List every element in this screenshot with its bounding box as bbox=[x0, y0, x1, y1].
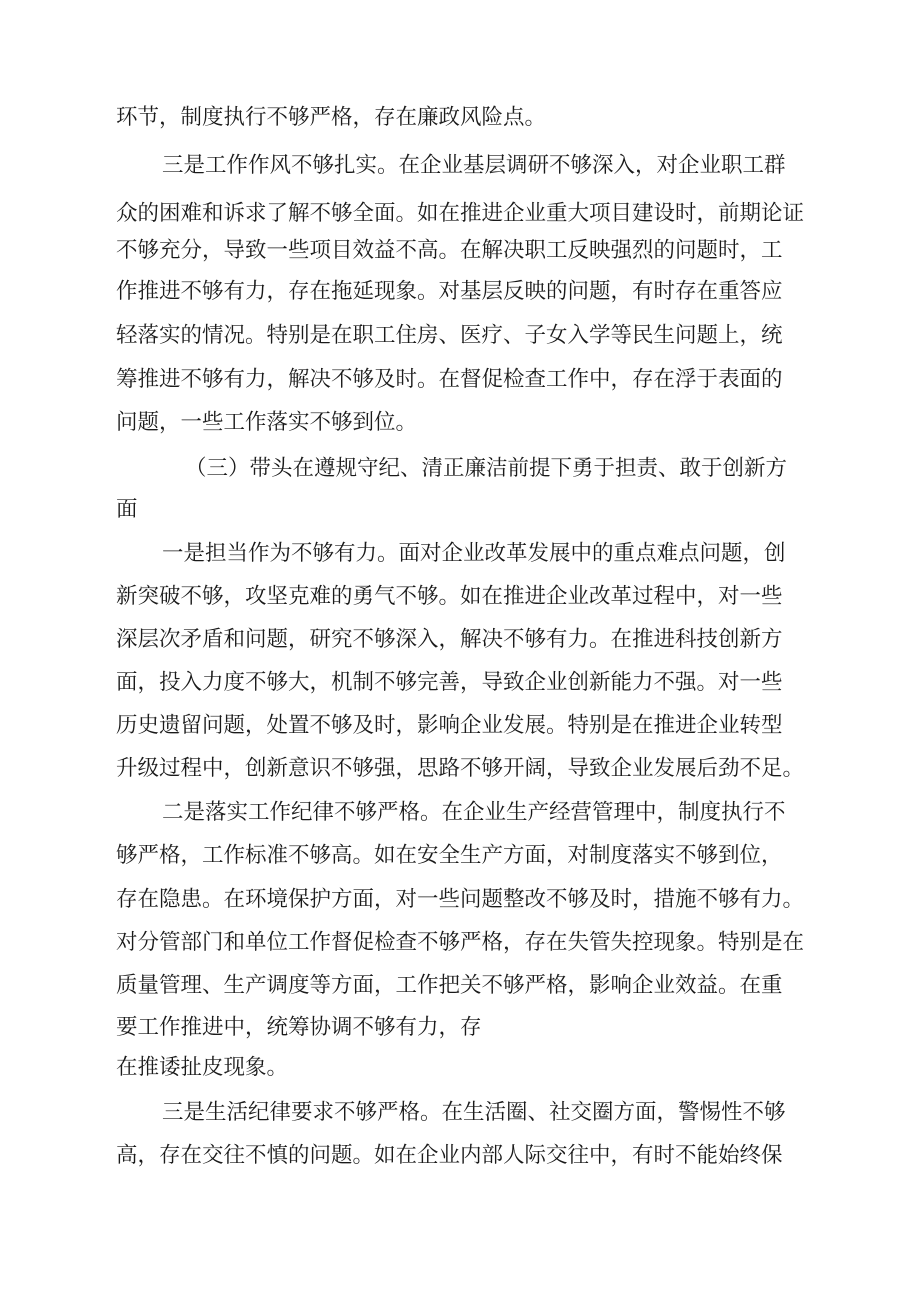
text-line: 升级过程中，创新意识不够强，思路不够开阔，导致企业发展后劲不足。 bbox=[116, 756, 805, 781]
text-line: 不够充分，导致一些项目效益不高。在解决职工反映强烈的问题时，工 bbox=[116, 238, 783, 263]
text-line: 轻落实的情况。特别是在职工住房、医疗、子女入学等民生问题上，统 bbox=[116, 323, 783, 348]
text-line: 存在隐患。在环境保护方面，对一些问题整改不够及时，措施不够有力。 bbox=[116, 887, 805, 912]
text-line: 筹推进不够有力，解决不够及时。在督促检查工作中，存在浮于表面的 bbox=[116, 367, 783, 392]
text-line: 够严格，工作标准不够高。如在安全生产方面，对制度落实不够到位， bbox=[116, 843, 783, 868]
text-line: 要工作推进中，统筹协调不够有力，存 bbox=[116, 1015, 482, 1040]
section-heading-continuation: 面 bbox=[116, 497, 138, 522]
section-heading: （三）带头在遵规守纪、清正廉洁前提下勇于担责、敢于创新方 bbox=[185, 456, 788, 481]
text-line: 面，投入力度不够大，机制不够完善，导致企业创新能力不强。对一些 bbox=[116, 670, 783, 695]
text-line: 一是担当作为不够有力。面对企业改革发展中的重点难点问题，创 bbox=[162, 541, 786, 566]
text-line: 历史遗留问题，处置不够及时，影响企业发展。特别是在推进企业转型 bbox=[116, 713, 783, 738]
text-line: 高，存在交往不慎的问题。如在企业内部人际交往中，有时不能始终保 bbox=[116, 1143, 783, 1168]
text-line: 对分管部门和单位工作督促检查不够严格，存在失管失控现象。特别是在 bbox=[116, 930, 805, 955]
text-line: 质量管理、生产调度等方面，工作把关不够严格，影响企业效益。在重 bbox=[116, 973, 783, 998]
text-line: 问题，一些工作落实不够到位。 bbox=[116, 410, 418, 435]
text-line: 众的困难和诉求了解不够全面。如在推进企业重大项目建设时，前期论证 bbox=[116, 201, 805, 226]
text-line: 二是落实工作纪律不够严格。在企业生产经营管理中，制度执行不 bbox=[162, 800, 786, 825]
text-line: 环节，制度执行不够严格，存在廉政风险点。 bbox=[116, 105, 547, 130]
text-line: 在推诿扯皮现象。 bbox=[116, 1055, 289, 1080]
text-line: 三是工作作风不够扎实。在企业基层调研不够深入，对企业职工群 bbox=[162, 153, 786, 178]
text-line: 深层次矛盾和问题，研究不够深入，解决不够有力。在推进科技创新方 bbox=[116, 627, 783, 652]
text-line: 新突破不够，攻坚克难的勇气不够。如在推进企业改革过程中，对一些 bbox=[116, 584, 783, 609]
text-line: 作推进不够有力，存在拖延现象。对基层反映的问题，有时存在重答应 bbox=[116, 279, 783, 304]
text-line: 三是生活纪律要求不够严格。在生活圈、社交圈方面，警惕性不够 bbox=[162, 1100, 786, 1125]
